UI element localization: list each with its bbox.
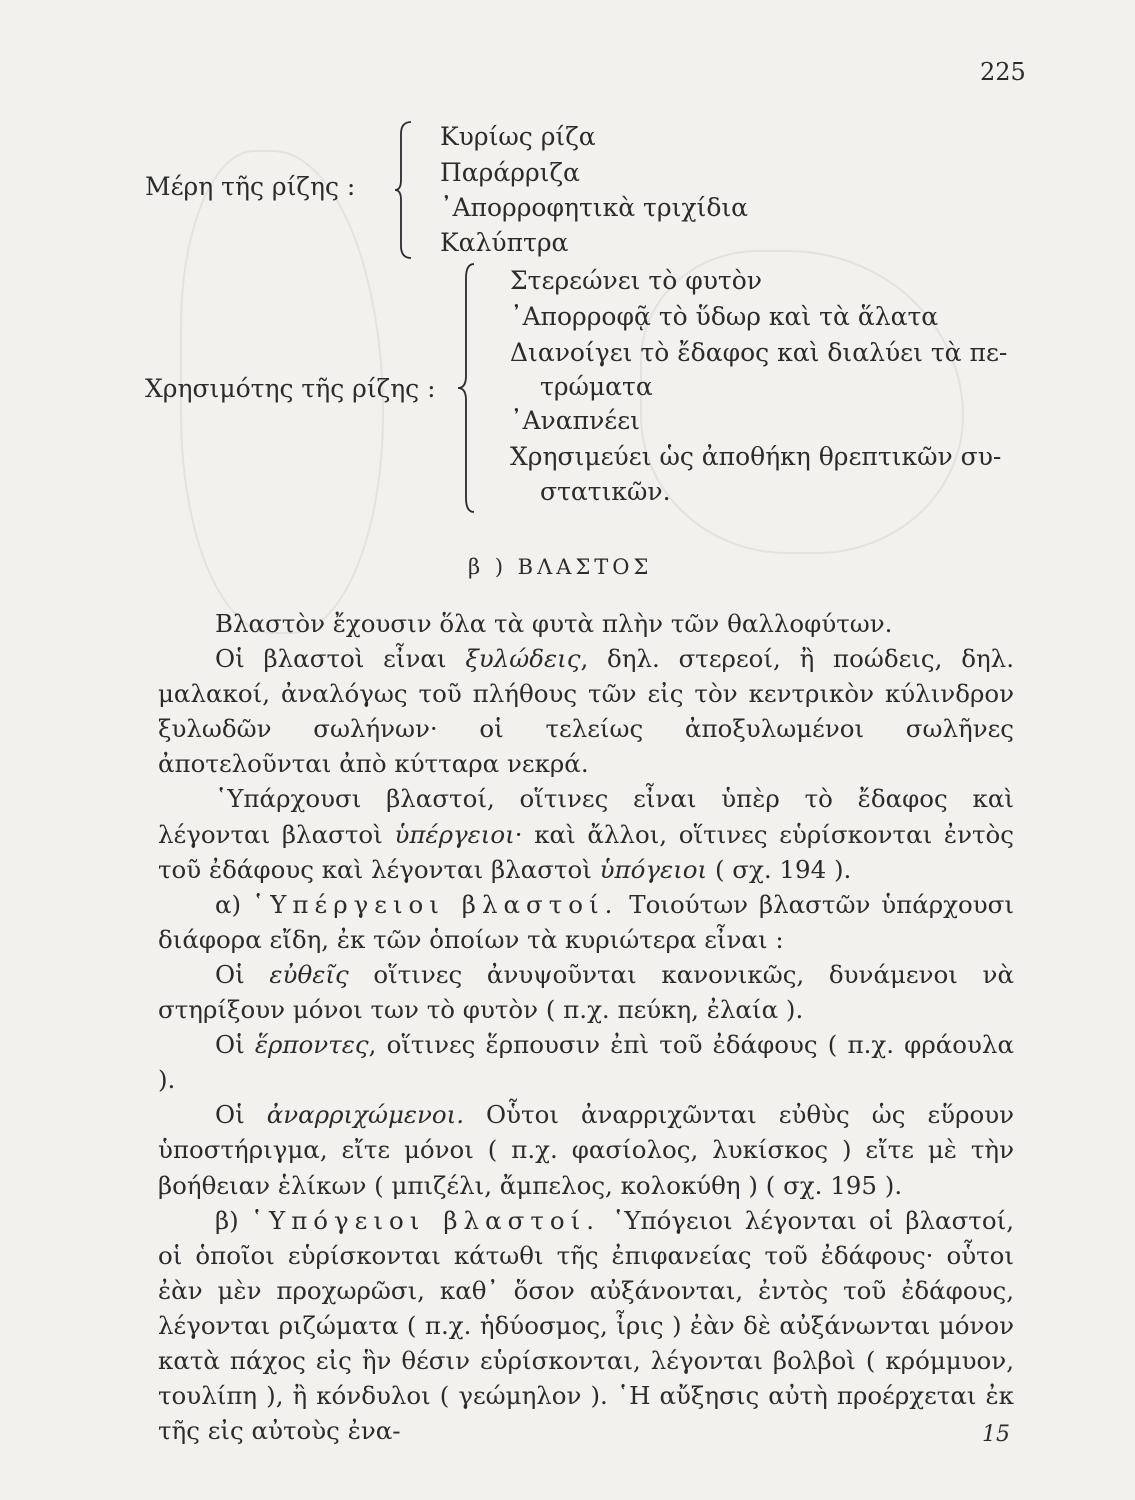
paragraph: β) ῾Υπόγειοι βλαστοί. ῾Υπόγειοι λέγονται οἱ βλαστοί, οἱ ὁποῖοι εὑρίσκονται κάτωθι τῆς ἐπιφανείας τοῦ ἐδάφους· οὗτοι ἐὰν μὲν προχωρῶσι, καθ᾿ ὅσον αὐξάνονται, ἐντὸς τοῦ ἐδάφους, λέγονται ριζώματα ( π.χ. ἡδύοσμος, ἶρις ) ἐὰν δὲ αὐξάνωνται μόνον κατὰ πάχος εἰς ἣν θέσιν εὑρίσκονται, λέγονται βολβοὶ ( κρόμμυον, τουλίπη ), ἢ κόνδυλοι ( γεώμηλον ). ῾Η αὔξησις αὐτὴ προέρχεται ἐκ τῆς εἰς αὐτοὺς ἐνα- [158,1205,1014,1446]
paragraph: Οἱ ἀναρριχώμενοι. Οὗτοι ἀναρριχῶνται εὐθὺς ὡς εὕρουν ὑποστήριγμα, εἴτε μόνοι ( π.χ. φασίολος, λυκίσκος ) εἴτε μὲ τὴν βοήθειαν ἑλίκων ( μπιζέλι, ἄμπελος, κολοκύθη ) ( σχ. 195 ). [158,1100,1015,1200]
root-parts-label: Μέρη τῆς ρίζης : [145,172,356,201]
root-use-item: στατικῶν. [540,477,671,506]
show-through-plant-illustration [640,250,964,554]
page-number: 225 [980,58,1026,86]
root-uses-label: Χρησιμότης τῆς ρίζης : [145,374,436,403]
footer-signature-number: 15 [982,1422,1010,1447]
emphasis: ὑπόγειοι [599,854,708,884]
paragraph: Οἱ βλαστοὶ εἶναι ξυλώδεις, δηλ. στερεοί, ἢ ποώδεις, δηλ. μαλακοί, ἀναλόγως τοῦ πλήθους τῶν εἰς τὸν κεντρικὸν κύλινδρον ξυλωδῶν σωλήνων· οἱ τελείως ἀποξυλωμένοι σωλῆνες ἀποτελοῦνται ἀπὸ κύτταρα νεκρά. [158,644,1014,779]
root-use-item: Διανοίγει τὸ ἔδαφος καὶ διαλύει τὰ πε- [510,338,1008,367]
root-use-item: ᾿Απορροφᾷ τὸ ὕδωρ καὶ τὰ ἅλατα [510,302,939,331]
body-text [158,606,1014,1448]
root-use-item: Χρησιμεύει ὡς ἀποθήκη θρεπτικῶν συ- [510,442,1002,471]
paragraph: Οἱ εὐθεῖς οἵτινες ἀνυψοῦνται κανονικῶς, δυνάμενοι νὰ στηρίξουν μόνοι των τὸ φυτὸν ( π.χ. πεύκη, ἐλαία ). [158,959,1014,1025]
left-brace-icon [395,120,415,260]
root-part-item: Καλύπτρα [440,228,569,257]
left-brace-icon [458,262,478,514]
root-part-item: Κυρίως ρίζα [440,122,596,151]
paragraph: Οἱ ἕρποντες, οἵτινες ἕρπουσιν ἐπὶ τοῦ ἐδάφους ( π.χ. φράουλα ). [158,1030,1015,1095]
emphasis: εὐθεῖς [269,959,349,989]
root-use-item: ᾿Αναπνέει [510,406,640,435]
paragraph: ῾Υπάρχουσι βλαστοί, οἵτινες εἶναι ὑπὲρ τὸ ἔδαφος καὶ λέγονται βλαστοὶ ὑπέργειοι· καὶ ἄλλοι, οἵτινες εὑρίσκονται ἐντὸς τοῦ ἐδάφους καὶ λέγονται βλαστοὶ ὑπόγειοι ( σχ. 194 ). [158,784,1014,884]
emphasis: ἀναρριχώμενοι. [266,1100,465,1130]
root-part-item: ᾿Απορροφητικὰ τριχίδια [440,193,749,222]
subheading-spaced: ῾Υπόγειοι βλαστοί. [250,1205,601,1235]
emphasis: ξυλώδεις [465,644,581,674]
root-use-item: Στερεώνει τὸ φυτὸν [510,266,763,295]
root-part-item: Παράρριζα [440,158,580,187]
root-use-item: τρώματα [540,372,653,401]
paragraph: Βλαστὸν ἔχουσιν ὅλα τὰ φυτὰ πλὴν τῶν θαλλοφύτων. [215,609,893,638]
paragraph: α) ῾Υπέργειοι βλαστοί. Τοιούτων βλαστῶν ὑπάρχουσι διάφορα εἴδη, ἐκ τῶν ὁποίων τὰ κυριώτερα εἶναι : [158,889,1014,954]
emphasis: ἕρποντες [254,1030,369,1060]
emphasis: ὑπέργειοι [394,819,515,849]
subheading-spaced: ῾Υπέργειοι βλαστοί. [251,889,619,919]
section-heading: β ) ΒΛΑΣΤΟΣ [468,555,653,579]
